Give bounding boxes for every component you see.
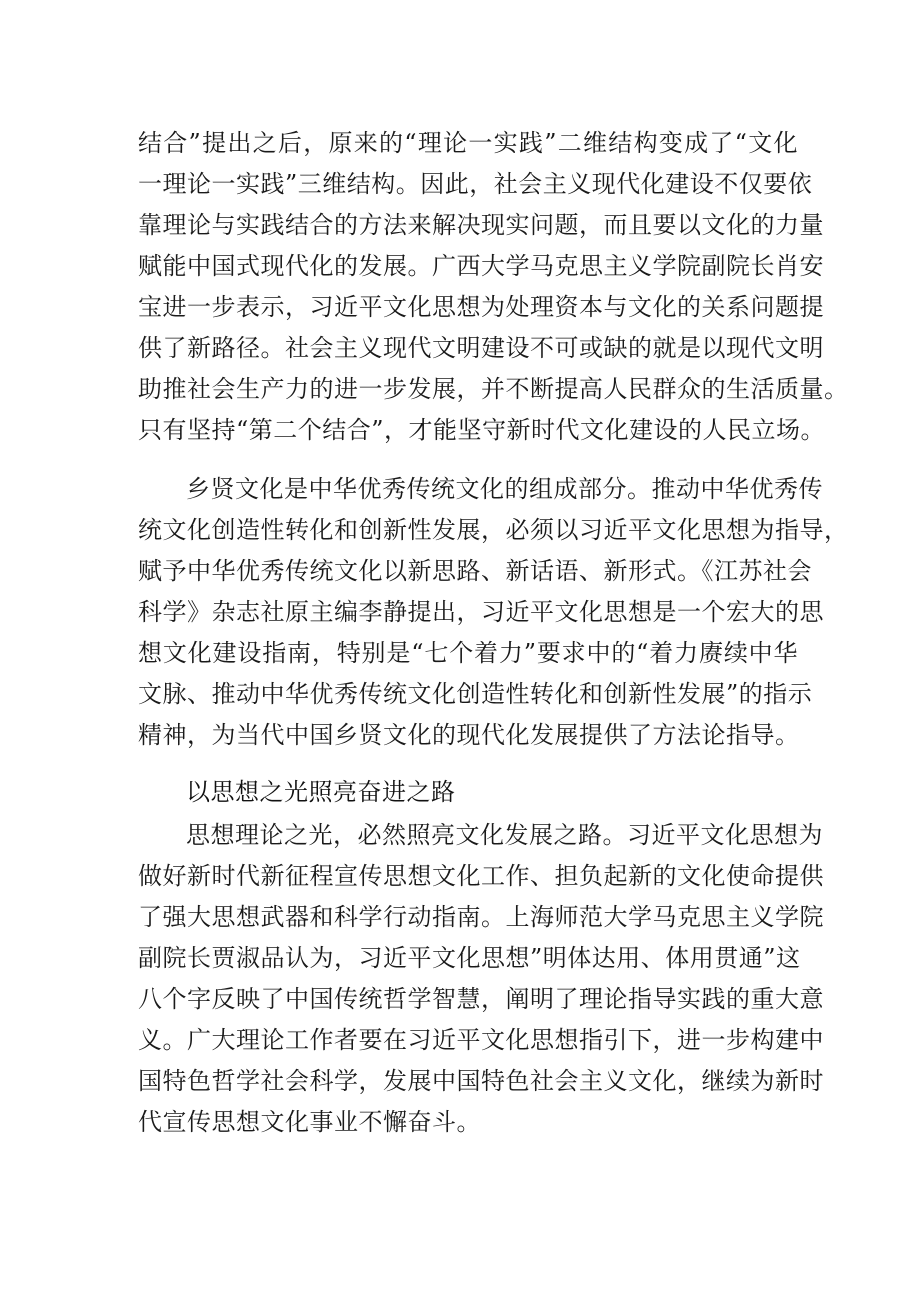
text-line: 精神，为当代中国乡贤文化的现代化发展提供了方法论指导。 (138, 721, 800, 749)
text-line: 思想理论之光，必然照亮文化发展之路。习近平文化思想为 (186, 821, 823, 849)
text-line: 国特色哲学社会科学，发展中国特色社会主义文化，继续为新时 (138, 1067, 824, 1095)
text-line: 只有坚持“第二个结合”，才能坚守新时代文化建设的人民立场。 (138, 416, 826, 444)
text-line: 八个字反映了中国传统哲学智慧，阐明了理论指导实践的重大意 (138, 985, 824, 1013)
paragraph-3 (138, 815, 824, 1143)
text-line: 宝进一步表示，习近平文化思想为处理资本与文化的关系问题提 (138, 293, 824, 321)
paragraph-2 (138, 469, 849, 756)
text-line: 乡贤文化是中华优秀传统文化的组成部分。推动中华优秀传 (186, 475, 823, 503)
text-line: 科学》杂志社原主编李静提出，习近平文化思想是一个宏大的思 (138, 598, 824, 626)
text-line: 文脉、推动中华优秀传统文化创造性转化和创新性发展”的指示 (138, 680, 813, 708)
text-line: 统文化创造性转化和创新性发展，必须以习近平文化思想为指导， (138, 516, 849, 544)
text-line: 代宣传思想文化事业不懈奋斗。 (138, 1108, 481, 1136)
text-line: 供了新路径。社会主义现代文明建设不可或缺的就是以现代文明 (138, 334, 824, 362)
text-line: 了强大思想武器和科学行动指南。上海师范大学马克思主义学院 (138, 903, 824, 931)
text-line: 助推社会生产力的进一步发展，并不断提高人民群众的生活质量。 (138, 375, 849, 403)
text-line: 赋能中国式现代化的发展。广西大学马克思主义学院副院长肖安 (138, 252, 824, 280)
text-line: 义。广大理论工作者要在习近平文化思想指引下，进一步构建中 (138, 1026, 824, 1054)
text-line: 一理论一实践”三维结构。因此，社会主义现代化建设不仅要依 (138, 170, 813, 198)
text-line: 副院长贾淑品认为，习近平文化思想”明体达用、体用贯通”这 (138, 944, 801, 972)
text-line: 做好新时代新征程宣传思想文化工作、担负起新的文化使命提供 (138, 862, 824, 890)
text-line: 结合”提出之后，原来的“理论一实践”二维结构变成了“文化 (138, 129, 798, 157)
section-heading: 以思想之光照亮奋进之路 (186, 778, 456, 806)
text-line: 赋予中华优秀传统文化以新思路、新话语、新形式。《江苏社会 (138, 557, 812, 585)
paragraph-1 (138, 123, 849, 451)
text-line: 靠理论与实践结合的方法来解决现实问题，而且要以文化的力量 (138, 211, 824, 239)
text-line: 想文化建设指南，特别是“七个着力”要求中的“着力赓续中华 (138, 639, 798, 667)
section-heading-block (138, 770, 798, 814)
